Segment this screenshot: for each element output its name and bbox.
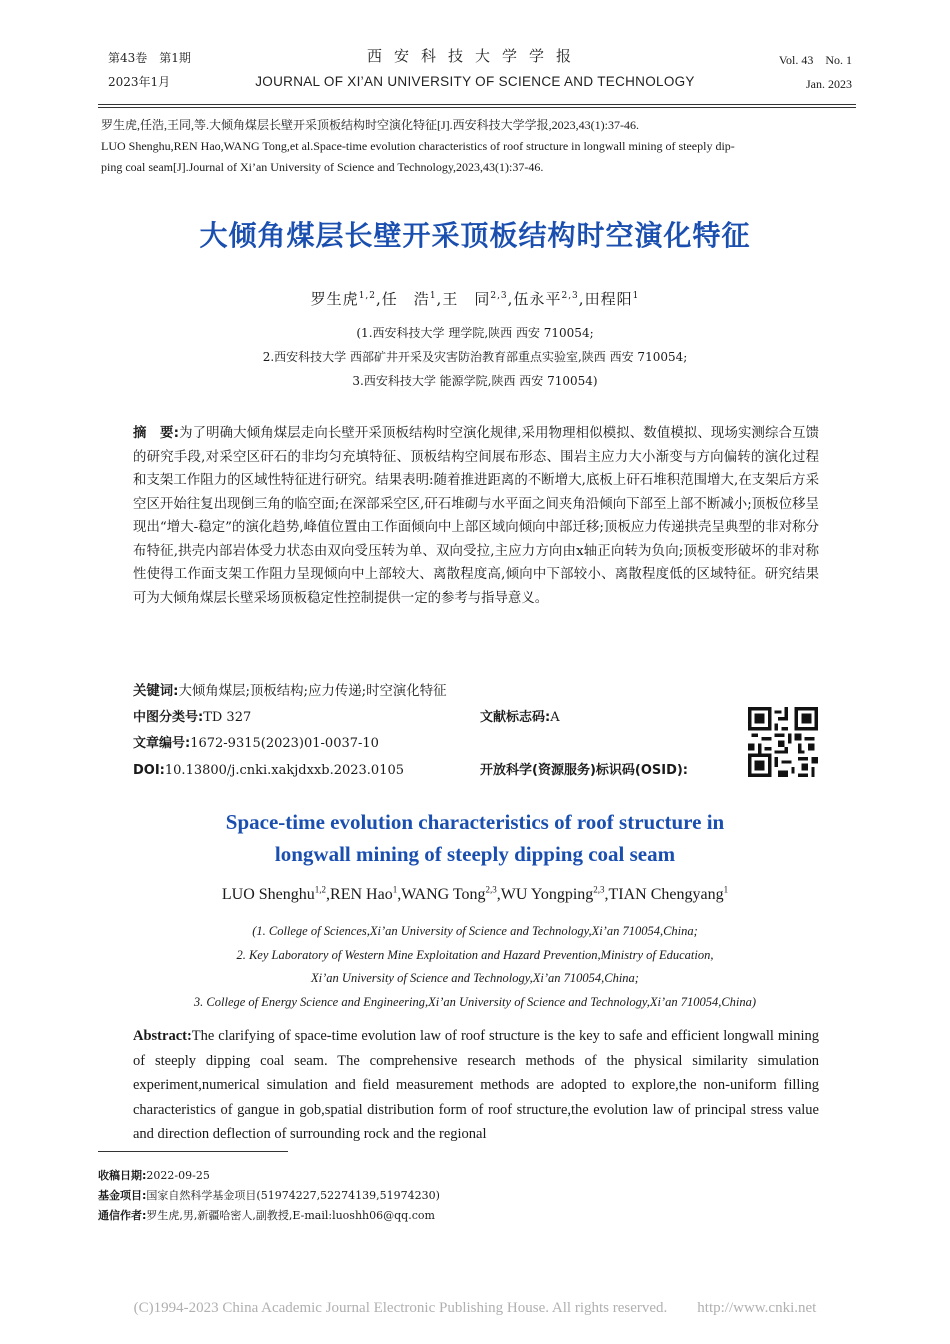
header-center — [240, 46, 710, 90]
title-cn: 大倾角煤层长壁开采顶板结构时空演化特征 — [199, 219, 751, 252]
affiliations-en — [100, 920, 850, 1014]
affiliations-cn — [100, 321, 850, 393]
author-name: 田程阳 — [584, 290, 633, 308]
article-number — [133, 735, 379, 753]
received-value: 2022-09-25 — [146, 1169, 210, 1182]
author-name: 任 浩 — [381, 290, 430, 308]
citation-en-line1: LUO Shenghu,REN Hao,WANG Tong,et al.Space-time evolution characteristics of roof structure in longwall mining of steeply dip- — [101, 139, 735, 153]
footnote-fund — [98, 1186, 440, 1206]
doi-label: DOI: — [133, 763, 165, 778]
author-name: 王 同 — [442, 290, 491, 308]
journal-name-en: JOURNAL OF XI’AN UNIVERSITY OF SCIENCE AND TECHNOLOGY — [255, 74, 695, 89]
affiliation-cn-2: 2.西安科技大学 西部矿井开采及灾害防治教育部重点实验室,陕西 西安 710054; — [262, 350, 688, 364]
doi — [133, 762, 404, 780]
author-sup: 2,3 — [485, 884, 497, 895]
fund-value: 国家自然科学基金项目(51974227,52274139,51974230) — [146, 1189, 440, 1202]
corresponding-author-label: 通信作者: — [98, 1209, 147, 1222]
copyright-watermark: (C)1994-2023 China Academic Journal Electronic Publishing House. All rights reserved. http://www.cnki.net — [133, 1300, 817, 1316]
received-label: 收稿日期: — [98, 1169, 147, 1182]
article-number-label: 文章编号: — [133, 736, 191, 751]
footnote-received — [98, 1166, 440, 1186]
abstract-en-text: The clarifying of space-time evolution law of roof structure is the key to safe and efficient longwall mining of steeply dipping coal seam. The comprehensive research methods of the physical similarity simulation experiment,numerical simulation and field measurement methods are adopted to explore,the non-uniform filling characteristics of gangue in gob,spatial distribution form of roof structure,the evolution law of principal stress value and direction deflection of surrounding rock and the regional — [133, 1028, 819, 1142]
document-code-value: A — [550, 710, 560, 725]
author-name: 罗生虎 — [310, 290, 359, 308]
document-code — [480, 709, 560, 727]
date-en: Jan. 2023 — [806, 77, 852, 91]
author-name: WU Yongping — [500, 886, 594, 903]
header-left — [108, 50, 191, 98]
article-number-value: 1672-9315(2023)01-0037-10 — [190, 736, 379, 751]
abstract-en — [133, 1024, 819, 1147]
abstract-cn-label: 摘 要: — [133, 426, 179, 441]
author-sup: 2,3 — [593, 884, 605, 895]
author-sup: 1 — [392, 884, 398, 895]
citation-en-line2: ping coal seam[J].Journal of Xi’an University of Science and Technology,2023,43(1):37-46. — [101, 160, 544, 174]
affiliation-cn-1: (1.西安科技大学 理学院,陕西 西安 710054; — [356, 326, 594, 340]
author-name: 伍永平 — [513, 290, 562, 308]
author-name: LUO Shenghu — [221, 886, 315, 903]
author-name: REN Hao — [330, 886, 393, 903]
osid — [480, 762, 688, 780]
footnotes — [98, 1166, 440, 1226]
footnote-author — [98, 1206, 440, 1226]
footnote-rule — [98, 1151, 288, 1152]
affiliation-en-3: Xi’an University of Science and Technology,Xi’an 710054,China; — [311, 971, 639, 985]
header-rule — [98, 104, 856, 108]
corresponding-author-value: 罗生虎,男,新疆哈密人,副教授,E-mail:luoshh06@qq.com — [146, 1209, 435, 1222]
date-cn: 2023年1月 — [108, 75, 171, 89]
citation-cn: 罗生虎,任浩,王同,等.大倾角煤层长壁开采顶板结构时空演化特征[J].西安科技大学学报,2023,43(1):37-46. — [101, 118, 639, 132]
author-name: WANG Tong — [401, 886, 486, 903]
abstract-cn-text: 为了明确大倾角煤层走向长壁开采顶板结构时空演化规律,采用物理相似模拟、数值模拟、现场实测综合互馈的研究手段,对采空区矸石的非均匀充填特征、顶板结构空间展布形态、围岩主应力大小渐变与方向偏转的演化过程和支架工作阻力的区域性特征进行研究。结果表明:随着推进距离的不断增大,底板上矸石堆积范围增大,在支架后方采空区开始往复出现倒三角的临空面;在深部采空区,矸石堆砌与水平面之间夹角沿倾向下部至上部不断减小;顶板位移呈现出“增大-稳定”的演化趋势,峰值位置由工作面倾向中上部区域向倾向中部迁移;顶板应力传递拱壳呈典型的非对称分布特征,拱壳内部岩体受力状态由双向受压转为单、双向受拉,主应力方向由x轴正向转为负向;顶板变形破坏的非对称性使得工作面支架工作阻力呈现倾向中上部较大、离散程度高,倾向中下部较小、离散程度低的区域特征。研究结果可为大倾角煤层长壁采场顶板稳定性控制提供一定的参考与指导意义。 — [133, 426, 819, 606]
classification — [133, 709, 251, 727]
authors-en: LUO Shenghu$^{1,2}$,REN Hao$^1$,WANG Tong$^{2,3}$,WU Yongping$^{2,3}$,TIAN Chengyang$^1$ — [221, 884, 729, 903]
qr-code-icon[interactable] — [748, 707, 818, 777]
classification-label: 中图分类号: — [133, 710, 204, 725]
keywords — [133, 681, 819, 703]
author-sup: 1,2 — [358, 291, 377, 301]
header-right — [760, 52, 852, 100]
author-sup: 1 — [632, 291, 640, 301]
osid-label: 开放科学(资源服务)标识码(OSID): — [480, 763, 689, 778]
volume-en: Vol. 43 No. 1 — [778, 53, 852, 67]
affiliation-en-1: (1. College of Sciences,Xi’an University of Science and Technology,Xi’an 710054,China; — [252, 924, 698, 938]
abstract-cn — [133, 422, 819, 610]
author-sup: 1,2 — [314, 884, 327, 895]
authors-cn: 罗生虎$^{1,2}$,任 浩$^1$,王 同$^{2,3}$,伍永平$^{2,3}$,田程阳$^1$ — [310, 290, 640, 308]
title-en — [100, 806, 850, 870]
author-sup: 2,3 — [561, 291, 579, 301]
abstract-en-label: Abstract: — [133, 1028, 192, 1044]
citation — [101, 115, 855, 178]
author-sup: 1 — [723, 884, 729, 895]
title-en-line2: longwall mining of steeply dipping coal seam — [274, 842, 676, 866]
journal-name-cn: 西安科技大学学报 — [366, 47, 583, 65]
affiliation-en-2: 2. Key Laboratory of Western Mine Exploitation and Hazard Prevention,Ministry of Education, — [236, 947, 714, 962]
affiliation-cn-3: 3.西安科技大学 能源学院,陕西 西安 710054) — [352, 374, 598, 388]
volume-cn: 第43卷 第1期 — [108, 51, 191, 65]
keywords-text: 大倾角煤层;顶板结构;应力传递;时空演化特征 — [178, 684, 447, 699]
title-en-line1: Space-time evolution characteristics of roof structure in — [225, 810, 725, 834]
document-code-label: 文献标志码: — [480, 710, 551, 725]
fund-label: 基金项目: — [98, 1189, 147, 1202]
doi-value[interactable]: 10.13800/j.cnki.xakjdxxb.2023.0105 — [164, 763, 405, 778]
classification-value: TD 327 — [203, 710, 252, 725]
affiliation-en-4: 3. College of Energy Science and Engineering,Xi’an University of Science and Technology,Xi’an 710054,China) — [193, 994, 757, 1009]
author-sup: 2,3 — [490, 291, 508, 301]
author-name: TIAN Chengyang — [608, 886, 724, 903]
keywords-label: 关键词: — [133, 684, 179, 699]
author-sup: 1 — [429, 291, 437, 301]
